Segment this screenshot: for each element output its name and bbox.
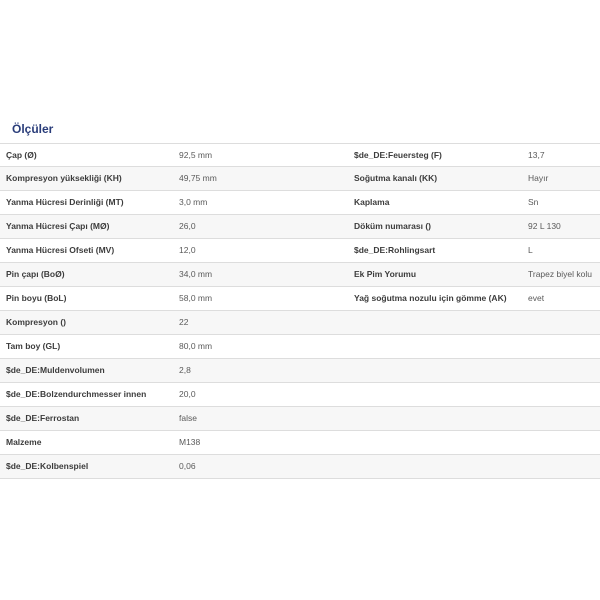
- spec-label: Yanma Hücresi Ofseti (MV): [6, 245, 115, 255]
- spec-value: 92,5 mm: [179, 150, 213, 160]
- spec-row: [0, 215, 600, 239]
- spec-value: [518, 359, 600, 382]
- spec-label: Çap (Ø): [6, 150, 37, 160]
- spec-value: 49,75 mm: [179, 173, 217, 183]
- spec-label: [344, 335, 518, 358]
- spec-value: 34,0 mm: [179, 269, 213, 279]
- spec-label: $de_DE:Ferrostan: [6, 413, 80, 423]
- spec-label: Yanma Hücresi Derinliği (MT): [6, 197, 124, 207]
- spec-value: 3,0 mm: [179, 197, 208, 207]
- spec-row: [0, 335, 600, 359]
- spec-value: 0,06: [179, 461, 196, 471]
- spec-value: [518, 455, 600, 478]
- spec-value: 80,0 mm: [179, 341, 213, 351]
- spec-row: [0, 407, 600, 431]
- spec-label: [344, 311, 518, 334]
- spec-row: [0, 359, 600, 383]
- spec-label: Kaplama: [354, 197, 390, 207]
- spec-label: $de_DE:Feuersteg (F): [354, 150, 442, 160]
- spec-label: [344, 359, 518, 382]
- spec-row: [0, 311, 600, 335]
- spec-label: Döküm numarası (): [354, 221, 431, 231]
- spec-label: [344, 455, 518, 478]
- spec-label: Tam boy (GL): [6, 341, 61, 351]
- spec-row: [0, 383, 600, 407]
- spec-row: [0, 287, 600, 311]
- spec-label: Ek Pim Yorumu: [354, 269, 417, 279]
- spec-value: 92 L 130: [528, 221, 561, 231]
- spec-label: Kompresyon yüksekliği (KH): [6, 173, 122, 183]
- spec-label: [344, 383, 518, 406]
- spec-value: Trapez biyel kolu: [528, 269, 592, 279]
- section-title: Ölçüler: [12, 122, 54, 136]
- spec-row: [0, 167, 600, 191]
- spec-value: 2,8: [179, 365, 191, 375]
- spec-label: $de_DE:Kolbenspiel: [6, 461, 89, 471]
- spec-value: Sn: [528, 197, 539, 207]
- spec-row: [0, 143, 600, 167]
- spec-row: [0, 191, 600, 215]
- spec-label: $de_DE:Rohlingsart: [354, 245, 436, 255]
- spec-value: [518, 335, 600, 358]
- spec-value: 58,0 mm: [179, 293, 213, 303]
- spec-value: [518, 431, 600, 454]
- spec-value: Hayır: [528, 173, 549, 183]
- spec-label: Yağ soğutma nozulu için gömme (AK): [354, 293, 507, 303]
- spec-value: 13,7: [528, 150, 545, 160]
- spec-row: [0, 431, 600, 455]
- spec-value: [518, 407, 600, 430]
- spec-value: [518, 383, 600, 406]
- spec-value: 22: [179, 317, 189, 327]
- spec-row: [0, 239, 600, 263]
- spec-value: 26,0: [179, 221, 196, 231]
- spec-label: $de_DE:Muldenvolumen: [6, 365, 105, 375]
- spec-value: evet: [528, 293, 545, 303]
- spec-label: Pin çapı (BoØ): [6, 269, 65, 279]
- spec-label: [344, 431, 518, 454]
- spec-label: Pin boyu (BoL): [6, 293, 67, 303]
- spec-row: [0, 263, 600, 287]
- spec-label: [344, 407, 518, 430]
- spec-table: [0, 143, 600, 479]
- spec-value: L: [528, 245, 533, 255]
- spec-value: 20,0: [179, 389, 196, 399]
- spec-label: Malzeme: [6, 437, 42, 447]
- spec-value: [518, 311, 600, 334]
- spec-value: 12,0: [179, 245, 196, 255]
- spec-label: Kompresyon (): [6, 317, 66, 327]
- spec-row: [0, 455, 600, 479]
- spec-label: Soğutma kanalı (KK): [354, 173, 438, 183]
- spec-value: M138: [179, 437, 201, 447]
- spec-label: $de_DE:Bolzendurchmesser innen: [6, 389, 147, 399]
- spec-label: Yanma Hücresi Çapı (MØ): [6, 221, 110, 231]
- spec-value: false: [179, 413, 197, 423]
